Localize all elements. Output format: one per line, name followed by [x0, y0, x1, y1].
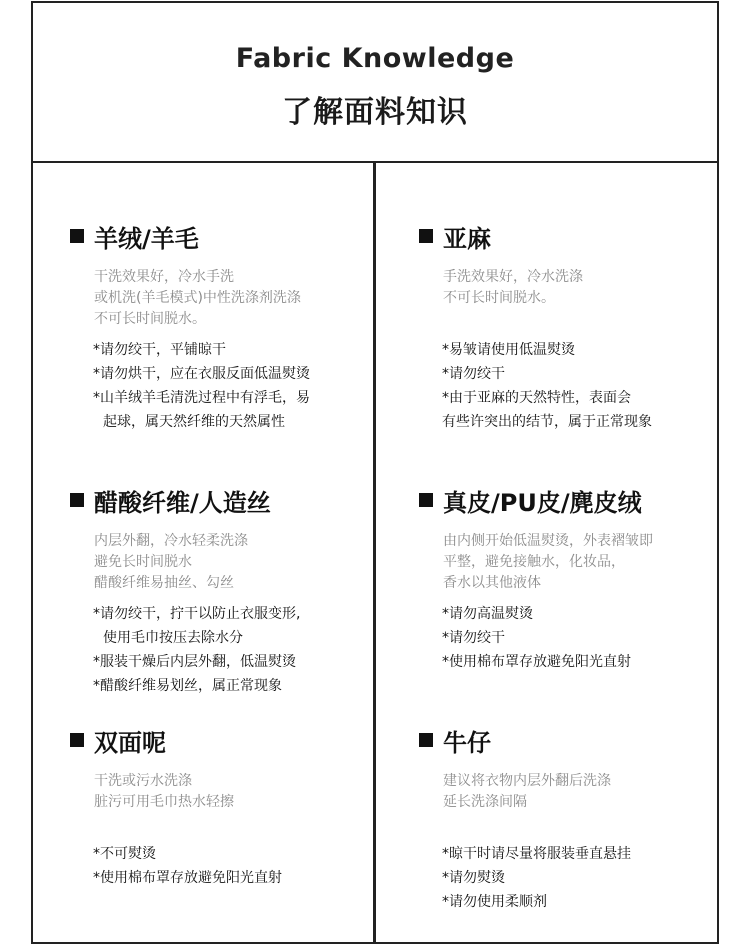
- section-description: [443, 531, 653, 594]
- desc-line: 醋酸纤维易抽丝、勾丝: [94, 575, 234, 591]
- column-divider: [373, 161, 376, 944]
- title-cn: 了解面料知识: [282, 95, 468, 130]
- tip-line: *醋酸纤维易划丝，属正常现象: [93, 678, 282, 694]
- square-bullet-icon: [419, 229, 433, 243]
- desc-line: 平整，避免接触水，化妆品，: [443, 554, 625, 570]
- tip-line: 使用毛巾按压去除水分: [103, 630, 243, 646]
- section-title-text: 牛仔: [443, 728, 491, 757]
- section-title-text: 亚麻: [443, 224, 491, 253]
- tip-line: *请勿绞干，拧干以防止衣服变形,: [93, 606, 301, 622]
- square-bullet-icon: [419, 733, 433, 747]
- section-tips: [442, 842, 631, 914]
- section-title: [70, 725, 370, 755]
- section-title: [70, 221, 370, 251]
- square-bullet-icon: [419, 493, 433, 507]
- tip-line: *请勿绞干，平铺晾干: [93, 342, 226, 358]
- desc-line: 不可长时间脱水。: [443, 290, 555, 306]
- tip-line: *由于亚麻的天然特性，表面会: [442, 390, 631, 406]
- section-title: [419, 725, 719, 755]
- section-title: [419, 485, 719, 515]
- desc-line: 干洗效果好，冷水手洗: [94, 269, 234, 285]
- tip-line: *不可熨烫: [93, 846, 156, 862]
- desc-line: 手洗效果好，冷水洗涤: [443, 269, 583, 285]
- tip-line: 有些许突出的结节，属于正常现象: [442, 414, 652, 430]
- tip-line: *使用棉布罩存放避免阳光直射: [442, 654, 631, 670]
- tip-line: *请勿使用柔顺剂: [442, 894, 547, 910]
- header: [31, 1, 719, 163]
- section-description: [443, 771, 611, 813]
- tip-line: *晾干时请尽量将服装垂直悬挂: [442, 846, 631, 862]
- tip-line: *请勿熨烫: [442, 870, 505, 886]
- desc-line: 由内侧开始低温熨烫，外表褶皱即: [443, 533, 653, 549]
- tip-line: *易皱请使用低温熨烫: [442, 342, 575, 358]
- desc-line: 或机洗(羊毛模式)中性洗涤剂洗涤: [94, 290, 301, 306]
- section-tips: [93, 602, 300, 698]
- section-title-text: 羊绒/羊毛: [94, 224, 199, 253]
- tip-line: *请勿绞干: [442, 630, 505, 646]
- desc-line: 脏污可用毛巾热水轻擦: [94, 794, 234, 810]
- tip-line: *请勿高温熨烫: [442, 606, 533, 622]
- title-en: Fabric Knowledge: [235, 43, 515, 74]
- square-bullet-icon: [70, 229, 84, 243]
- tip-line: *服装干燥后内层外翻，低温熨烫: [93, 654, 296, 670]
- section-double-face-wool: [70, 725, 370, 886]
- section-linen: [419, 221, 719, 430]
- section-title-text: 双面呢: [94, 728, 166, 757]
- desc-line: 内层外翻，冷水轻柔洗涤: [94, 533, 248, 549]
- tip-line: *请勿绞干: [442, 366, 505, 382]
- section-tips: [93, 842, 282, 890]
- desc-line: 避免长时间脱水: [94, 554, 192, 570]
- desc-line: 延长洗涤间隔: [443, 794, 527, 810]
- square-bullet-icon: [70, 493, 84, 507]
- tip-line: 起球，属天然纤维的天然属性: [103, 414, 285, 430]
- square-bullet-icon: [70, 733, 84, 747]
- section-title-text: 醋酸纤维/人造丝: [94, 488, 271, 517]
- section-tips: [442, 602, 631, 674]
- section-description: [94, 771, 234, 813]
- section-description: [94, 267, 301, 330]
- tip-line: *山羊绒羊毛清洗过程中有浮毛，易: [93, 390, 310, 406]
- section-title: [419, 221, 719, 251]
- desc-line: 建议将衣物内层外翻后洗涤: [443, 773, 611, 789]
- section-tips: [442, 338, 652, 434]
- section-title-text: 真皮/PU皮/麂皮绒: [443, 488, 642, 517]
- section-leather: [419, 485, 719, 670]
- tip-line: *请勿烘干，应在衣服反面低温熨烫: [93, 366, 310, 382]
- section-tips: [93, 338, 310, 434]
- section-description: [443, 267, 583, 309]
- desc-line: 干洗或污水洗涤: [94, 773, 192, 789]
- tip-line: *使用棉布罩存放避免阳光直射: [93, 870, 282, 886]
- section-denim: [419, 725, 719, 910]
- section-title: [70, 485, 370, 515]
- desc-line: 不可长时间脱水。: [94, 311, 206, 327]
- desc-line: 香水以其他液体: [443, 575, 541, 591]
- section-cashmere-wool: [70, 221, 370, 430]
- section-acetate-rayon: [70, 485, 370, 694]
- section-description: [94, 531, 248, 594]
